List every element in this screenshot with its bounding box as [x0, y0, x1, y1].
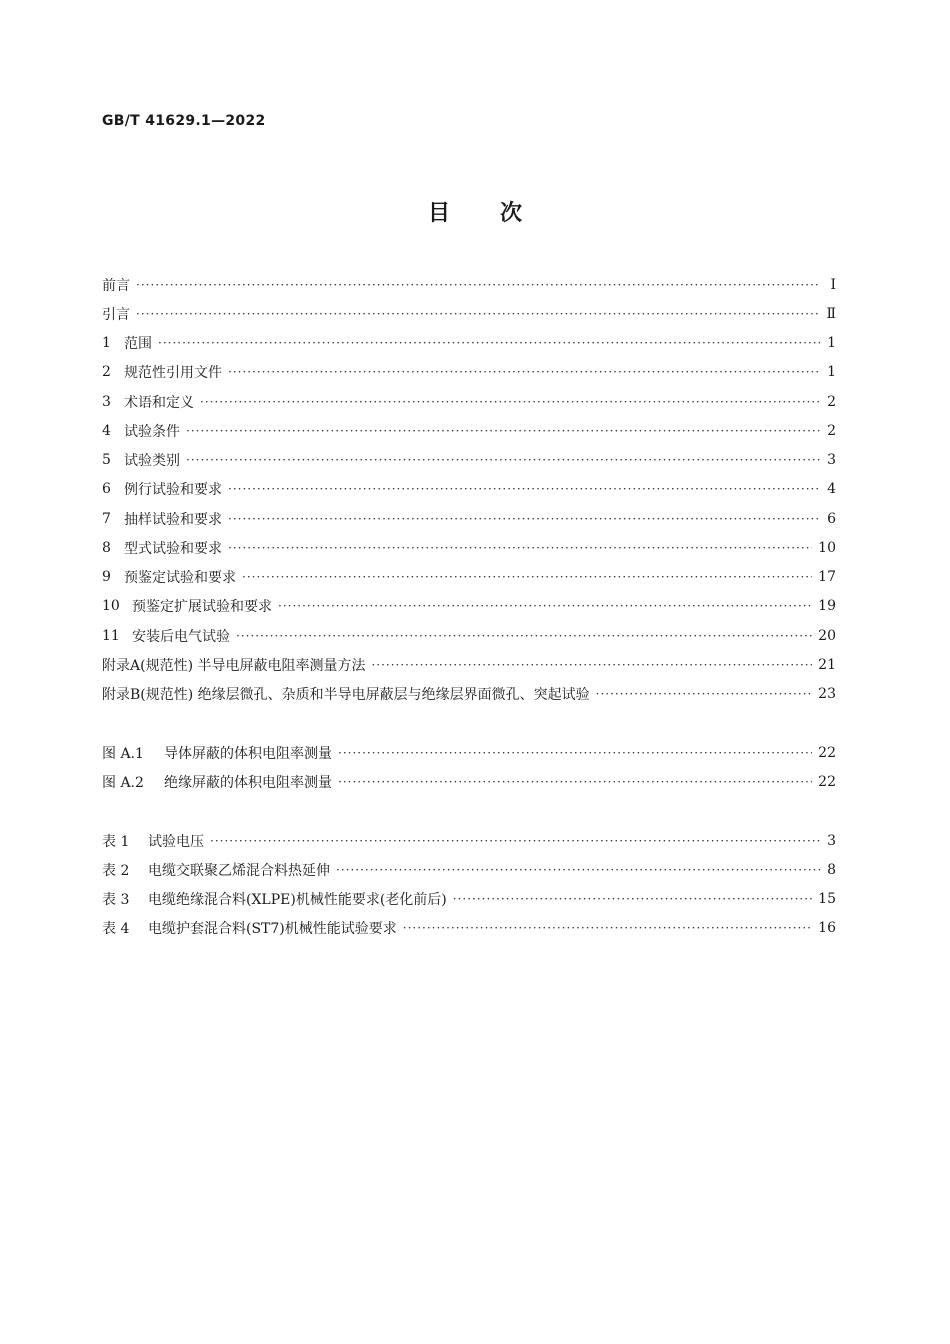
toc-table-2[interactable]	[102, 855, 836, 884]
toc-table-number: 表 2	[102, 862, 130, 879]
toc-entry-text: 附录B(规范性) 绝缘层微孔、杂质和半导电屏蔽层与绝缘层界面微孔、突起试验	[102, 687, 590, 704]
toc-entry-text: 预鉴定扩展试验和要求	[132, 599, 272, 616]
leader-dots	[371, 658, 812, 672]
leader-dots	[453, 892, 812, 906]
toc-page-number: 1	[827, 364, 836, 381]
toc-entry-text: 预鉴定试验和要求	[124, 570, 236, 587]
toc-page-number: 10	[818, 539, 836, 556]
toc-entry-number: 3	[102, 393, 111, 410]
toc-entry-foreword[interactable]	[102, 270, 836, 299]
toc-entry-text: 试验类别	[124, 453, 180, 470]
toc-entry-11[interactable]	[102, 621, 836, 650]
leader-dots	[338, 775, 812, 789]
toc-entry-appendix-b[interactable]	[102, 680, 836, 709]
leader-dots	[228, 541, 812, 555]
leader-dots	[278, 599, 812, 613]
toc-page-number: 23	[818, 686, 836, 703]
toc-entry-2[interactable]	[102, 358, 836, 387]
toc-entry-5[interactable]	[102, 446, 836, 475]
leader-dots	[200, 395, 820, 409]
toc-entry-number: 8	[102, 539, 111, 556]
toc-entry-4[interactable]	[102, 416, 836, 445]
toc-page-number: 8	[827, 861, 836, 878]
leader-dots	[403, 921, 812, 935]
leader-dots	[186, 424, 820, 438]
toc-entry-number: 4	[102, 422, 111, 439]
toc-page-number: Ⅱ	[826, 305, 836, 322]
toc-entry-text: 绝缘屏蔽的体积电阻率测量	[164, 774, 332, 791]
leader-dots	[228, 365, 820, 379]
toc-entry-9[interactable]	[102, 563, 836, 592]
toc-page-number: Ⅰ	[830, 276, 836, 293]
leader-dots	[136, 307, 820, 321]
toc-page-number: 20	[818, 627, 836, 644]
toc-entry-number: 2	[102, 364, 111, 381]
toc-entry-text: 试验电压	[148, 833, 204, 850]
toc-entry-10[interactable]	[102, 592, 836, 621]
toc-tables-list	[102, 826, 836, 943]
toc-entry-3[interactable]	[102, 387, 836, 416]
toc-entry-text: 抽样试验和要求	[124, 511, 222, 528]
toc-main-list	[102, 270, 836, 709]
toc-entry-text: 试验条件	[124, 423, 180, 440]
toc-table-number: 表 1	[102, 833, 130, 850]
toc-entry-text: 引言	[102, 306, 130, 323]
leader-dots	[186, 453, 820, 467]
toc-page-number: 3	[827, 832, 836, 849]
toc-entry-text: 前言	[102, 277, 130, 294]
toc-page-number: 16	[818, 920, 836, 937]
toc-entry-text: 术语和定义	[124, 394, 194, 411]
toc-figure-a2[interactable]	[102, 767, 836, 796]
toc-page-number: 3	[827, 452, 836, 469]
toc-entry-text: 型式试验和要求	[124, 540, 222, 557]
toc-entry-introduction[interactable]	[102, 299, 836, 328]
toc-page-number: 22	[818, 773, 836, 790]
toc-entry-7[interactable]	[102, 504, 836, 533]
toc-entry-text: 范围	[124, 336, 152, 353]
leader-dots	[236, 629, 812, 643]
leader-dots	[336, 863, 820, 877]
toc-page-number: 4	[827, 481, 836, 498]
toc-figures-list	[102, 738, 836, 797]
toc-page-number: 22	[818, 744, 836, 761]
toc-entry-number: 1	[102, 335, 111, 352]
standard-number: GB/T 41629.1—2022	[102, 113, 266, 129]
toc-table-1[interactable]	[102, 826, 836, 855]
toc-page-number: 15	[818, 891, 836, 908]
toc-entry-text: 导体屏蔽的体积电阻率测量	[164, 745, 332, 762]
toc-entry-6[interactable]	[102, 475, 836, 504]
toc-entry-text: 电缆绝缘混合料(XLPE)机械性能要求(老化前后)	[148, 892, 447, 909]
toc-figure-number: 图 A.2	[102, 774, 144, 791]
toc-entry-text: 电缆护套混合料(ST7)机械性能试验要求	[148, 921, 397, 938]
toc-entry-number: 5	[102, 452, 111, 469]
toc-page-number: 2	[827, 393, 836, 410]
leader-dots	[228, 482, 820, 496]
toc-entry-text: 规范性引用文件	[124, 365, 222, 382]
toc-table-3[interactable]	[102, 885, 836, 914]
toc-entry-appendix-a[interactable]	[102, 650, 836, 679]
toc-table-number: 表 4	[102, 921, 130, 938]
toc-entry-number: 6	[102, 481, 111, 498]
leader-dots	[228, 512, 820, 526]
toc-entry-number: 10	[102, 598, 120, 615]
leader-dots	[242, 570, 812, 584]
toc-table-4[interactable]	[102, 914, 836, 943]
toc-page-number: 19	[818, 598, 836, 615]
toc-figure-number: 图 A.1	[102, 745, 144, 762]
leader-dots	[338, 746, 812, 760]
toc-page-number: 1	[827, 335, 836, 352]
toc-entry-number: 11	[102, 627, 120, 644]
leader-dots	[210, 834, 820, 848]
toc-figure-a1[interactable]	[102, 738, 836, 767]
leader-dots	[136, 278, 820, 292]
toc-page-number: 21	[818, 656, 836, 673]
toc-entry-text: 电缆交联聚乙烯混合料热延伸	[148, 862, 330, 879]
leader-dots	[596, 687, 813, 701]
toc-entry-text: 安装后电气试验	[132, 628, 230, 645]
toc-entry-1[interactable]	[102, 329, 836, 358]
toc-entry-8[interactable]	[102, 533, 836, 562]
toc-table-number: 表 3	[102, 892, 130, 909]
page-title: 目次	[427, 201, 572, 226]
toc-entry-number: 9	[102, 569, 111, 586]
toc-entry-text: 例行试验和要求	[124, 482, 222, 499]
toc-page-number: 17	[818, 569, 836, 586]
toc-entry-text: 附录A(规范性) 半导电屏蔽电阻率测量方法	[102, 657, 366, 674]
leader-dots	[158, 336, 820, 350]
toc-page-number: 2	[827, 422, 836, 439]
toc-page-number: 6	[827, 510, 836, 527]
toc-entry-number: 7	[102, 510, 111, 527]
